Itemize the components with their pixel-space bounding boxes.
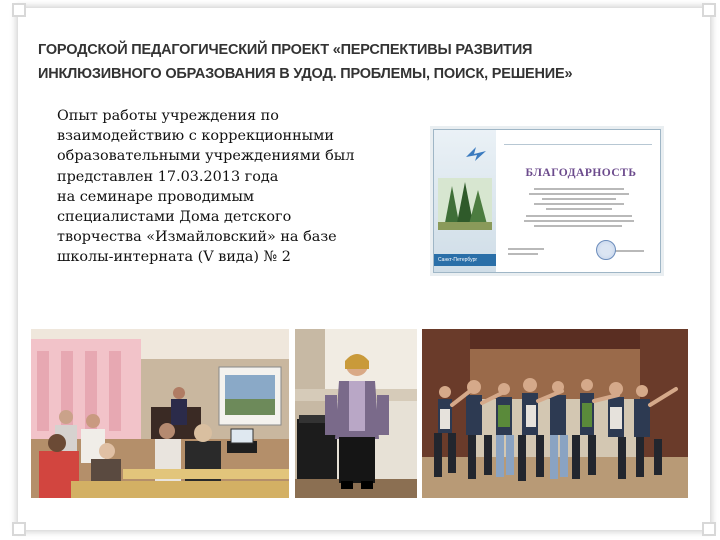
- certificate-header-line: [504, 138, 652, 145]
- body-line: специалистами Дома детского: [57, 209, 292, 226]
- certificate-signature-line: [508, 248, 544, 250]
- body-line: творчества «Измайловский» на базе: [57, 229, 337, 246]
- stamp-icon: [596, 240, 616, 260]
- bird-logo-icon: [464, 143, 488, 167]
- slide-title: [38, 38, 698, 86]
- certificate-text-line: [529, 193, 629, 195]
- seminar-room-photo: [31, 329, 289, 498]
- body-line: Опыт работы учреждения по: [57, 108, 279, 124]
- frame-corner: [12, 522, 26, 536]
- certificate-signature-line: [614, 250, 644, 252]
- certificate-city: Санкт-Петербург: [434, 254, 496, 266]
- certificate: [433, 129, 661, 273]
- frame-corner: [702, 3, 716, 17]
- certificate-text-line: [534, 188, 624, 190]
- body-line: школы-интерната (V вида) № 2: [57, 249, 291, 266]
- frame-corner: [702, 522, 716, 536]
- body-line: на семинаре проводимым: [57, 188, 255, 205]
- title-line: ГОРОДСКОЙ ПЕДАГОГИЧЕСКИЙ ПРОЕКТ «ПЕРСПЕКТИВЫ РАЗВИТИЯ: [38, 42, 533, 58]
- body-line: взаимодействию с коррекционными: [57, 128, 334, 145]
- body-line: образовательными учреждениями был: [57, 148, 355, 165]
- speaker-photo: [295, 329, 417, 498]
- certificate-text-line: [526, 215, 632, 217]
- trees-picture: [438, 178, 492, 230]
- certificate-signature-line: [508, 253, 538, 255]
- certificate-text-line: [524, 220, 634, 222]
- frame-corner: [12, 3, 26, 17]
- certificate-title: БЛАГОДАРНОСТЬ: [525, 167, 637, 179]
- certificate-image: [430, 126, 664, 276]
- certificate-text-line: [546, 208, 612, 210]
- body-line: представлен 17.03.2013 года: [57, 168, 279, 185]
- dance-performance-photo: [422, 329, 688, 498]
- certificate-text-line: [534, 203, 624, 205]
- certificate-text-line: [542, 198, 616, 200]
- title-line: ИНКЛЮЗИВНОГО ОБРАЗОВАНИЯ В УДОД. ПРОБЛЕМЫ, ПОИСК, РЕШЕНИЕ»: [38, 66, 573, 82]
- certificate-text-line: [534, 225, 622, 227]
- body-text: [57, 106, 387, 268]
